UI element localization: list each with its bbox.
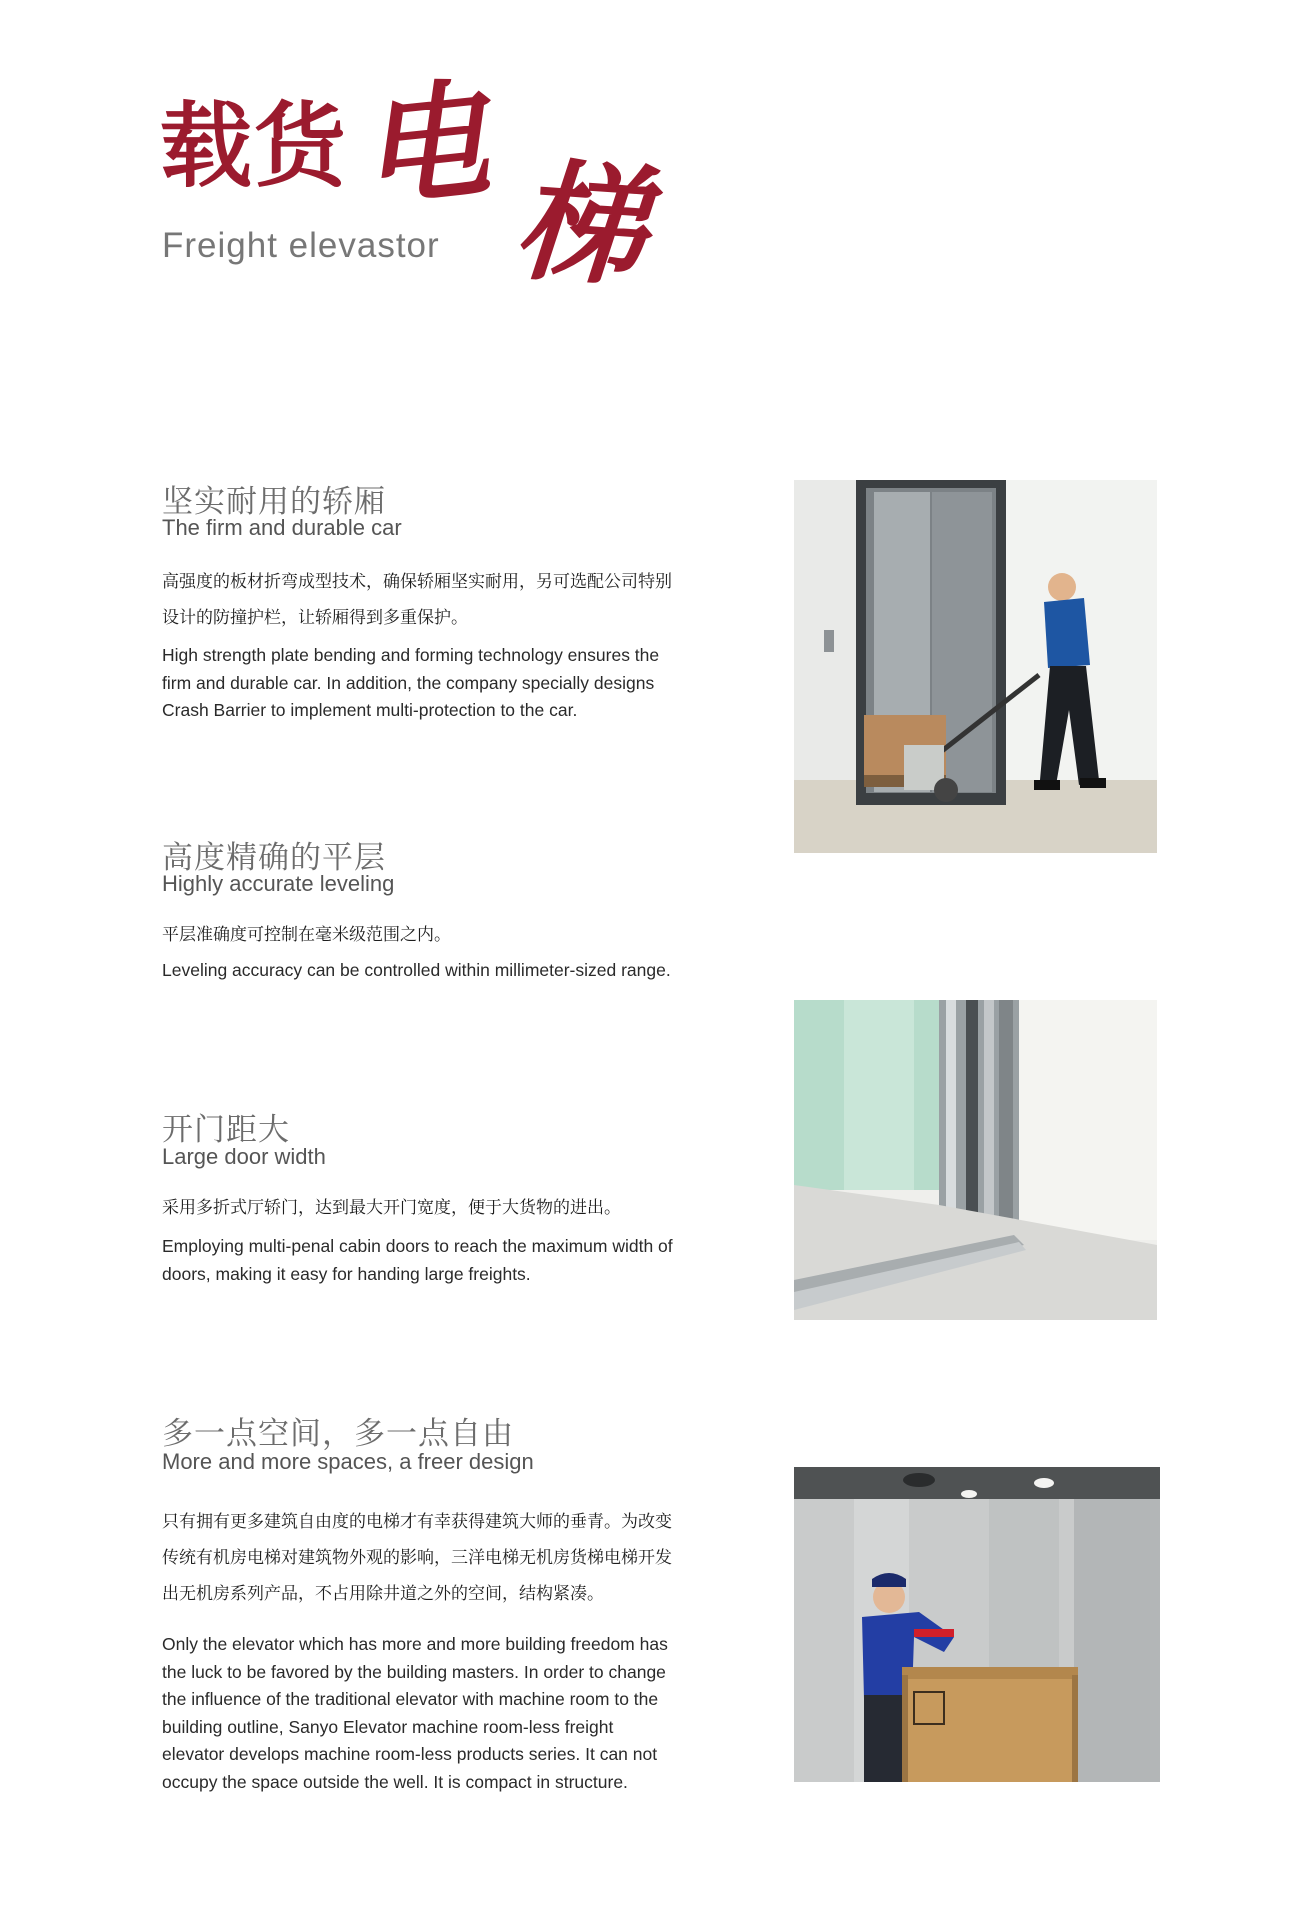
section-4-cn-line: 只有拥有更多建筑自由度的电梯才有幸获得建筑大师的垂青。为改变 — [162, 1512, 672, 1532]
section-1-cn-line: 高强度的板材折弯成型技术，确保轿厢坚实耐用，另可选配公司特别 — [162, 572, 672, 592]
section-2-cn-line: 平层准确度可控制在毫米级范围之内。 — [162, 925, 451, 945]
section-3-cn-title: 开门距大 — [162, 1112, 290, 1148]
section-3-cn-body — [162, 1190, 722, 1226]
section-4-en-line: occupy the space outside the well. It is compact in structure. — [162, 1771, 628, 1792]
section-4-en-line: the luck to be favored by the building masters. In order to change — [162, 1661, 666, 1682]
section-3-en-line: doors, making it easy for handing large freights. — [162, 1263, 531, 1284]
section-2-cn-body — [162, 917, 722, 953]
section-1-en-line: High strength plate bending and forming technology ensures the — [162, 645, 660, 665]
section-4-en-title: More and more spaces, a freer design — [162, 1449, 534, 1474]
section-2-en-body — [162, 957, 732, 985]
section-1-cn-body — [162, 564, 722, 636]
section-4-cn-line: 出无机房系列产品，不占用除井道之外的空间，结构紧凑。 — [162, 1584, 604, 1604]
section-4-cn-line: 传统有机房电梯对建筑物外观的影响，三洋电梯无机房货梯电梯开发 — [162, 1548, 672, 1568]
section-4-en-line: elevator develops machine room-less products series. It can not — [162, 1744, 658, 1764]
title-calligraphy-1: 电 — [352, 64, 496, 228]
section-4-en-line: the influence of the traditional elevator with machine room to the — [162, 1689, 659, 1709]
section-4-en-body — [162, 1631, 732, 1796]
title-calligraphy-2: 梯 — [509, 143, 651, 306]
section-4-cn-body — [162, 1504, 722, 1612]
section-2-en-line: Leveling accuracy can be controlled within millimeter-sized range. — [162, 960, 671, 980]
section-4-en-line: Only the elevator which has more and more building freedom has — [162, 1634, 668, 1654]
title-english: Freight elevastor — [162, 226, 440, 265]
section-2-en-title: Highly accurate leveling — [162, 871, 395, 896]
section-4-cn-title: 多一点空间，多一点自由 — [162, 1416, 514, 1452]
photo-worker-pallet-jack — [794, 480, 1157, 853]
section-4-en-line: building outline, Sanyo Elevator machine room-less freight — [162, 1716, 614, 1737]
section-3-en-title: Large door width — [162, 1144, 326, 1169]
section-1-cn-line: 设计的防撞护栏，让轿厢得到多重保护。 — [162, 608, 468, 628]
photo-worker-crate-cabin — [794, 1467, 1160, 1782]
section-1-en-title: The firm and durable car — [162, 515, 402, 540]
section-1-cn-title: 坚实耐用的轿厢 — [162, 484, 386, 520]
title-chinese: 载货 — [160, 92, 349, 200]
photo-door-sill — [794, 1000, 1157, 1320]
section-1-en-body — [162, 642, 732, 725]
section-3-en-body — [162, 1233, 732, 1288]
section-3-cn-line: 采用多折式厅轿门，达到最大开门宽度，便于大货物的进出。 — [162, 1198, 621, 1218]
section-2-cn-title: 高度精确的平层 — [162, 840, 386, 876]
section-3-en-line: Employing multi-penal cabin doors to reach the maximum width of — [162, 1236, 673, 1256]
section-1-en-line: firm and durable car. In addition, the company specially designs — [162, 672, 655, 693]
section-1-en-line: Crash Barrier to implement multi-protection to the car. — [162, 700, 578, 720]
